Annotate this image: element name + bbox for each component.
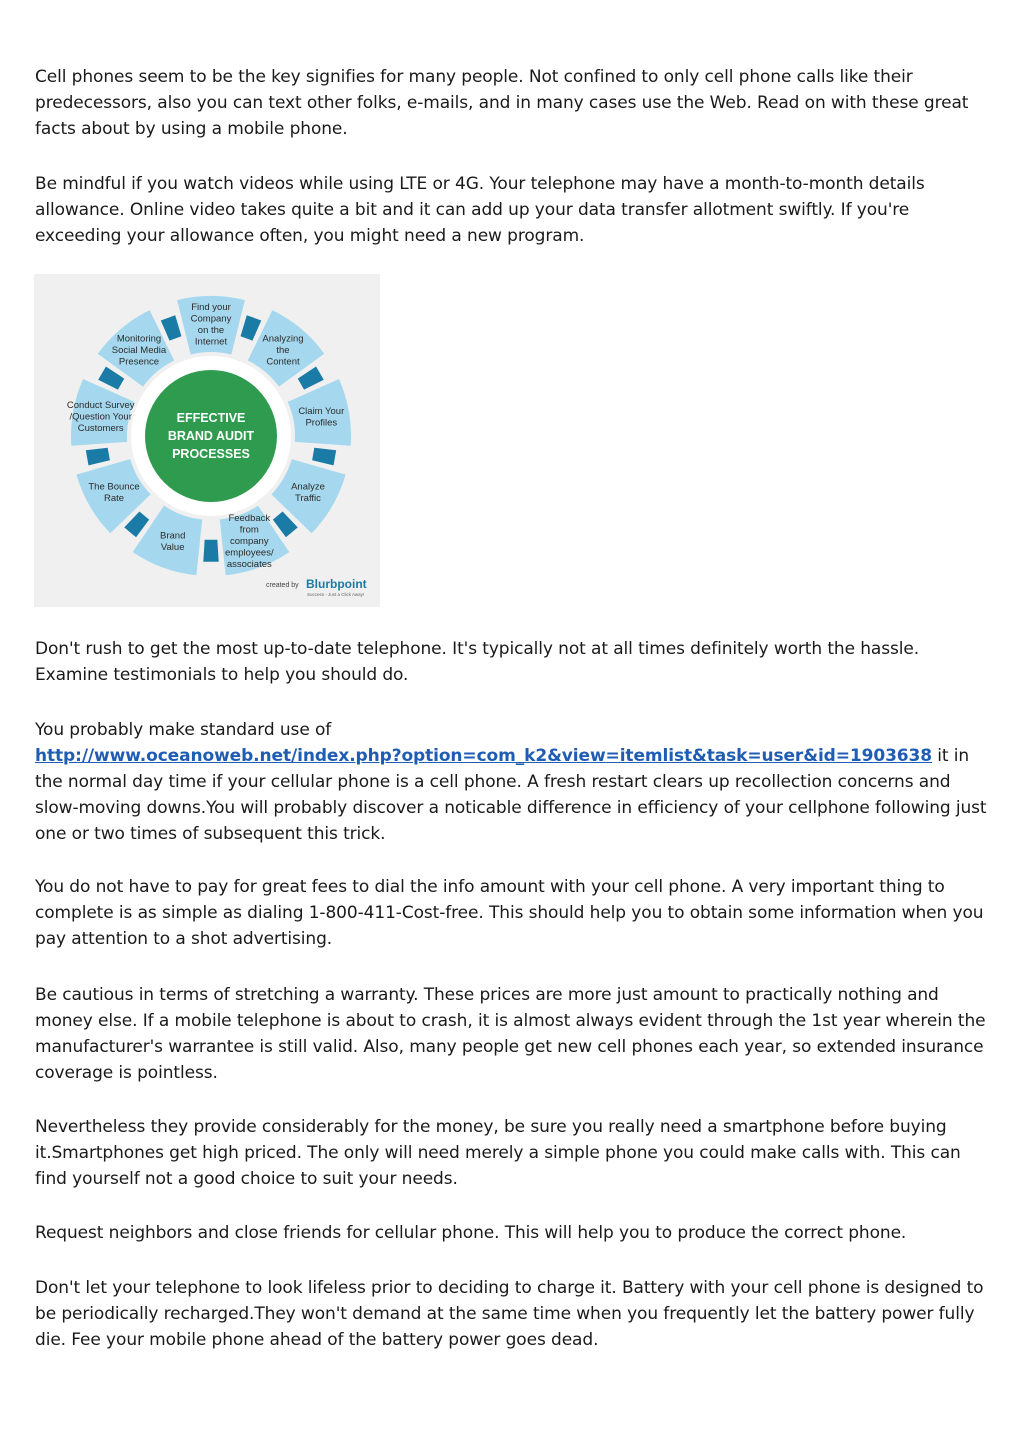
wheel-segment-label: Analyze Traffic [291,481,325,504]
brand-audit-infographic [34,274,380,607]
paragraph-restart [35,717,995,847]
wheel-connector [241,315,262,340]
wheel-connector [203,540,218,562]
wheel-segment-label: Conduct Survey /Question Your Customers [66,400,135,435]
wheel-connector [161,315,182,340]
wheel-connector [312,448,336,466]
paragraph-newest-phone: Don't rush to get the most up-to-date telephone. It's typically not at all times definitely worth the hassle. Examine testimonials to help you should do. [35,639,920,685]
paragraph-restart-lead: You probably make standard use of [35,720,332,740]
wheel-center-title: EFFECTIVE BRAND AUDIT PROCESSES [167,411,255,461]
paragraph-restart-rest: it in the normal day time if your cellular phone is a cell phone. A fresh restart clears up recollection concerns and slow-moving downs.You will probably discover a noticable difference in efficiency of your cellphone following just one or two times of subsequent this trick. [35,746,987,844]
paragraph-smartphone: Nevertheless they provide considerably for the money, be sure you really need a smartphone before buying it.Smartphones get high priced. The only will need merely a simple phone you could make calls with. This can find yourself not a good choice to suit your needs. [35,1117,961,1189]
wheel-segment-label: Monitoring Social Media Presence [111,333,167,368]
paragraph-warranty: Be cautious in terms of stretching a warranty. These prices are more just amount to practically nothing and money else. If a mobile telephone is about to crash, it is almost always evident through the 1st year wherein the manufacturer's warrantee is still valid. Also, many people get new cell phones each year, so extended insurance coverage is pointless. [35,985,986,1083]
wheel-connector [86,448,110,466]
blurbpoint-logo: Blurbpoint [306,577,367,591]
paragraph-video-data: Be mindful if you watch videos while using LTE or 4G. Your telephone may have a month-to-month details allowance. Online video takes quite a bit and it can add up your data transfer allotment swiftly. If you're exceeding your allowance often, you might need a new program. [35,174,925,246]
wheel-segment-label: Find your Company on the Internet [190,301,232,348]
wheel-segment-label: Feedback from company employees/ associates [225,513,274,571]
paragraph-ask-friends: Request neighbors and close friends for cellular phone. This will help you to produce the correct phone. [35,1223,907,1243]
paragraph-info-number: You do not have to pay for great fees to dial the info amount with your cell phone. A very important thing to complete is as simple as dialing 1-800-411-Cost-free. This should help you to obtain some information when you pay attention to a shot advertising. [35,877,984,949]
wheel-segment-label: The Bounce Rate [88,481,140,504]
wheel-segment-label: Claim Your Profiles [298,405,345,429]
credit-tagline: Success - Just a Click Away! [307,592,365,597]
credit-prefix: created by [266,582,299,589]
wheel-segment-label: Brand Value [160,530,186,553]
oceanoweb-link[interactable]: http://www.oceanoweb.net/index.php?option=com_k2&view=itemlist&task=user&id=1903638 [35,746,932,766]
paragraph-battery: Don't let your telephone to look lifeless prior to deciding to charge it. Battery with your cell phone is designed to be periodically recharged.They won't demand at the same time when you frequently let the battery power fully die. Fee your mobile phone ahead of the battery power goes dead. [35,1278,984,1350]
wheel-segment-label: Analyzing the Content [262,333,304,368]
brand-audit-wheel [34,274,380,607]
paragraph-intro: Cell phones seem to be the key signifies for many people. Not confined to only cell phone calls like their predecessors, also you can text other folks, e-mails, and in many cases use the Web. Read on with these great facts about by using a mobile phone. [35,67,969,139]
